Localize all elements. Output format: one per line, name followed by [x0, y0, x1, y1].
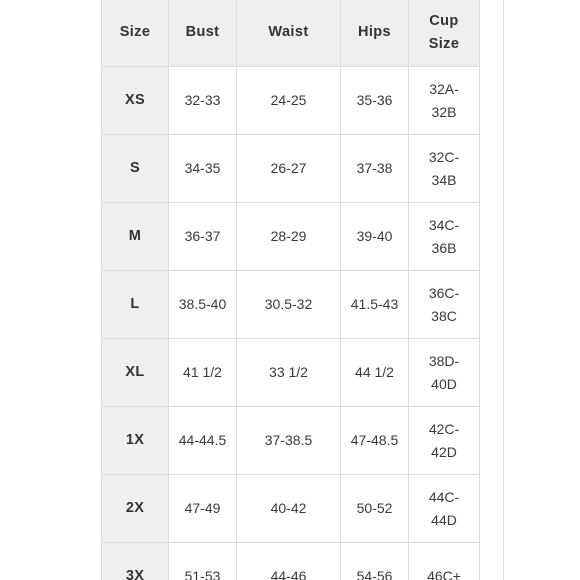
hips-cell: 35-36 [341, 67, 409, 135]
size-label-cell: S [102, 135, 169, 203]
bust-cell: 51-53 [169, 543, 237, 580]
table-row [102, 407, 480, 475]
cup-size-line2: 40D [431, 375, 457, 392]
cup-size-cell [409, 407, 480, 475]
cup-size-line1: 42C- [428, 420, 460, 437]
size-label-cell: XS [102, 67, 169, 135]
cup-size-cell [409, 339, 480, 407]
hips-cell: 41.5-43 [341, 271, 409, 339]
table-row [102, 271, 480, 339]
size-chart-body [102, 67, 480, 580]
page-divider-line [503, 0, 504, 580]
bust-cell: 38.5-40 [169, 271, 237, 339]
cup-size-line1: 32C- [428, 148, 460, 165]
table-row [102, 67, 480, 135]
cup-size-line1: 46C+ [427, 568, 461, 580]
hips-cell: 39-40 [341, 203, 409, 271]
size-label-cell: M [102, 203, 169, 271]
cup-size-line2: 38C [431, 307, 457, 324]
size-chart-header [102, 0, 480, 67]
size-label-cell: L [102, 271, 169, 339]
table-row [102, 135, 480, 203]
cup-size-cell [409, 203, 480, 271]
waist-cell: 28-29 [237, 203, 341, 271]
size-chart-table [101, 0, 480, 580]
waist-cell: 26-27 [237, 135, 341, 203]
header-row [102, 0, 480, 67]
table-row [102, 543, 480, 580]
cup-size-line2: 44D [431, 511, 457, 528]
table-row [102, 339, 480, 407]
cup-size-cell [409, 67, 480, 135]
bust-cell: 34-35 [169, 135, 237, 203]
size-label-cell: 1X [102, 407, 169, 475]
waist-cell: 40-42 [237, 475, 341, 543]
bust-cell: 44-44.5 [169, 407, 237, 475]
size-label-cell: XL [102, 339, 169, 407]
cup-size-line2: 36B [431, 239, 457, 256]
bust-cell: 47-49 [169, 475, 237, 543]
header-cup-size [409, 0, 480, 67]
bust-cell: 41 1/2 [169, 339, 237, 407]
bust-cell: 32-33 [169, 67, 237, 135]
cup-size-cell [409, 135, 480, 203]
header-cup-size-line2: Size [428, 35, 460, 52]
header-bust: Bust [169, 0, 237, 67]
cup-size-cell [409, 475, 480, 543]
size-label-cell: 3X [102, 543, 169, 580]
hips-cell: 37-38 [341, 135, 409, 203]
waist-cell: 33 1/2 [237, 339, 341, 407]
header-hips: Hips [341, 0, 409, 67]
hips-cell: 54-56 [341, 543, 409, 580]
table-row [102, 475, 480, 543]
waist-cell: 30.5-32 [237, 271, 341, 339]
waist-cell: 37-38.5 [237, 407, 341, 475]
cup-size-line2: 42D [431, 443, 457, 460]
cup-size-line1: 36C- [428, 284, 460, 301]
cup-size-line2: 32B [431, 103, 457, 120]
header-size: Size [102, 0, 169, 67]
cup-size-line1: 32A- [429, 80, 459, 97]
cup-size-line2: 34B [431, 171, 457, 188]
bust-cell: 36-37 [169, 203, 237, 271]
hips-cell: 50-52 [341, 475, 409, 543]
hips-cell: 44 1/2 [341, 339, 409, 407]
header-waist: Waist [237, 0, 341, 67]
hips-cell: 47-48.5 [341, 407, 409, 475]
cup-size-line1: 38D- [428, 352, 460, 369]
cup-size-cell [409, 271, 480, 339]
waist-cell: 44-46 [237, 543, 341, 580]
cup-size-cell [409, 543, 480, 580]
header-cup-size-line1: Cup [429, 12, 459, 29]
size-label-cell: 2X [102, 475, 169, 543]
cup-size-line1: 34C- [428, 216, 460, 233]
table-row [102, 203, 480, 271]
waist-cell: 24-25 [237, 67, 341, 135]
cup-size-line1: 44C- [428, 488, 460, 505]
